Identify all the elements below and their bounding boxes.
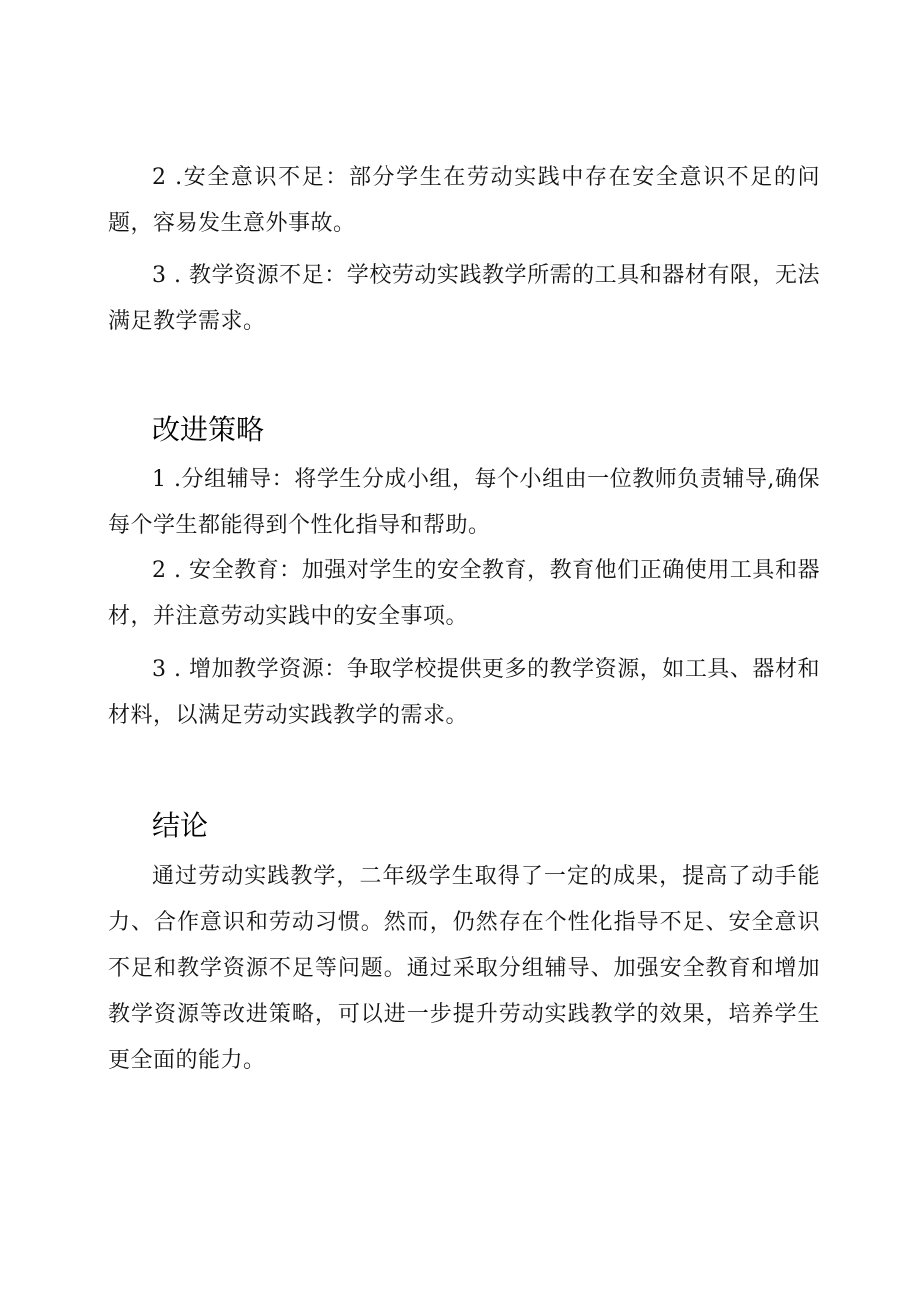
section-heading-conclusion: 结论 [152,809,209,842]
strategy-item-2: 2 . 安全教育：加强对学生的安全教育，教育他们正确使用工具和器材，并注意劳动实践中的安全事项。 [108,558,820,629]
conclusion-paragraph: 通过劳动实践教学，二年级学生取得了一定的成果，提高了动手能力、合作意识和劳动习惯。然而，仍然存在个性化指导不足、安全意识不足和教学资源不足等问题。通过采取分组辅导、加强安全教育和增加教学资源等改进策略，可以进一步提升劳动实践教学的效果，培养学生更全面的能力。 [108,864,820,1073]
issue-item-2: 2 .安全意识不足：部分学生在劳动实践中存在安全意识不足的问题，容易发生意外事故。 [108,165,820,236]
section-heading-improvement: 改进策略 [152,413,265,446]
strategy-item-1: 1 .分组辅导：将学生分成小组，每个小组由一位教师负责辅导,确保每个学生都能得到个性化指导和帮助。 [108,467,820,538]
strategy-item-3: 3 . 增加教学资源：争取学校提供更多的教学资源，如工具、器材和材料，以满足劳动实践教学的需求。 [108,657,820,728]
issue-item-3: 3 . 教学资源不足：学校劳动实践教学所需的工具和器材有限，无法满足教学需求。 [108,263,820,334]
